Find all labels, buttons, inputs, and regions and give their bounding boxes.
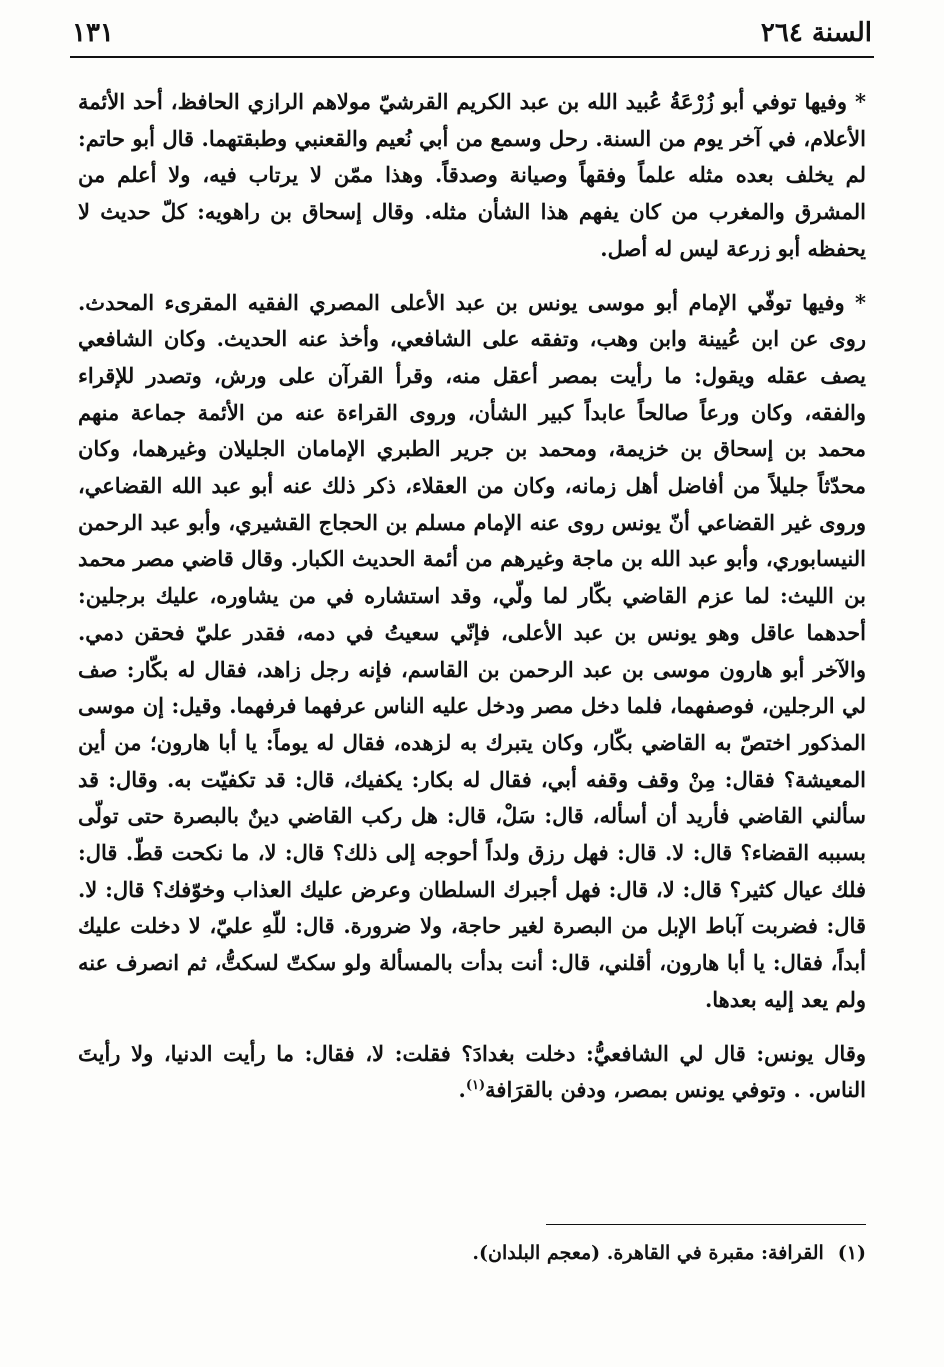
footnote-text: القرافة: مقبرة في القاهرة. (معجم البلدان). — [472, 1242, 824, 1264]
header-rule — [70, 56, 874, 58]
footnote-rule — [546, 1224, 866, 1225]
paragraph-yunus-ibn-abd-al-ala: * وفيها توفّي الإمام أبو موسى يونس بن عبد الأعلى المصري الفقيه المقرىء المحدث. روى عن ابن عُيينة وابن وهب، وتفقه على الشافعي، وأخذ عنه الحديث. وكان الشافعي يصف عقله ويقول: ما رأيت بمصر أعقل منه، وقرأ القرآن على ورش، وتصدر للإقراء والفقه، وكان ورعاً صالحاً عابداً كبير الشأن، وروى القراءة عنه من الأئمة جماعة منهم محمد بن إسحاق بن خزيمة، ومحمد بن جرير الطبري الإمامان الجليلان وغيرهما، وكان محدّثاً جليلاً من أفاضل أهل زمانه، وكان من العقلاء، ذكر ذلك عنه أبو عبد الله القضاعي، وروى غير القضاعي أنّ يونس روى عنه الإمام مسلم بن الحجاج القشيري، وأبو عبد الرحمن النيسابوري، وأبو عبد الله بن ماجة وغيرهم من أئمة الحديث الكبار. وقال قاضي مصر محمد بن الليث: لما عزم القاضي بكّار لما ولّي، وقد استشاره في من يشاوره، عليك برجلين: أحدهما عاقل وهو يونس بن عبد الأعلى، فإنّي سعيتُ في دمه، فقدر عليّ فحقن دمي. والآخر أبو هارون موسى بن عبد الرحمن بن القاسم، فإنه رجل زاهد، فقال له بكّار: صف لي الرجلين، فوصفهما، فلما دخل مصر ودخل عليه الناس عرفهما فرفهما. وقيل: إن موسى المذكور اختصّ به القاضي بكّار، وكان يتبرك به لزهده، فقال له يوماً: يا أبا هارون؛ من أين المعيشة؟ فقال: مِنْ وقف وقفه أبي، فقال له بكار: يكفيك، قال: قد تكفيّت به. وقال: قد سألني القاضي فأريد أن أسأله، قال: سَلْ، قال: هل ركب القاضي دينٌ بالبصرة حتى تولّى بسببه القضاء؟ قال: لا. قال: فهل رزق ولداً أحوجه إلى ذلك؟ قال: لا، ما نكحت قطّ. قال: فلك عيال كثير؟ قال: لا، قال: فهل أجبرك السلطان وعرض عليك العذاب وخوّفك؟ قال: لا. قال: فضربت آباط الإبل من البصرة لغير حاجة، ولا ضرورة. قال: للّهِ عليّ، لا دخلت عليك أبداً، فقال: يا أبا هارون، أقلني، قال: أنت بدأت بالمسألة ولو سكتّ لسكتُّ، ثم انصرف عنه ولم يعد إليه بعدها. — [78, 289, 867, 1012]
footnote-reference: (١) — [465, 1078, 486, 1094]
page-header — [72, 14, 872, 48]
footnote — [78, 1238, 866, 1268]
paragraph-yunus-death: وقال يونس: قال لي الشافعيُّ: دخلت بغدادَ؟ فقلت: لا، فقال: ما رأيت الدنيا، ولا رأيتَ الناس. . وتوفي يونس بمصر، ودفن بالقرَافة$^{(١)}$. — [78, 1040, 866, 1103]
page-number: ١٣١ — [72, 18, 114, 48]
paragraph-abu-zurah: * وفيها توفي أبو زُرْعَةُ عُبيد الله بن عبد الكريم القرشيّ مولاهم الرازي الحافظ، أحد الأئمة الأعلام، في آخر يوم من السنة. رحل وسمع من أبي نُعيم والقعنبي وطبقتهما. قال أبو حاتم: لم يخلف بعده مثله علماً وفقهاً وصيانة وصدقاً. وهذا ممّن لا يرتاب فيه، ولا أعلم من المشرق والمغرب من كان يفهم هذا الشأن مثله. وقال إسحاق بن راهويه: كلّ حديث لا يحفظه أبو زرعة ليس له أصل. — [78, 89, 866, 261]
footnote-marker: (١) — [837, 1242, 866, 1264]
paragraph-yunus-death-text: وقال يونس: قال لي الشافعيُّ: دخلت بغدادَ؟ فقلت: لا، فقال: ما رأيت الدنيا، ولا رأيتَ الناس. . وتوفي يونس بمصر، ودفن بالقرَافة — [78, 1040, 866, 1103]
running-title: السنة ٢٦٤ — [760, 18, 872, 48]
main-text — [78, 84, 866, 1109]
